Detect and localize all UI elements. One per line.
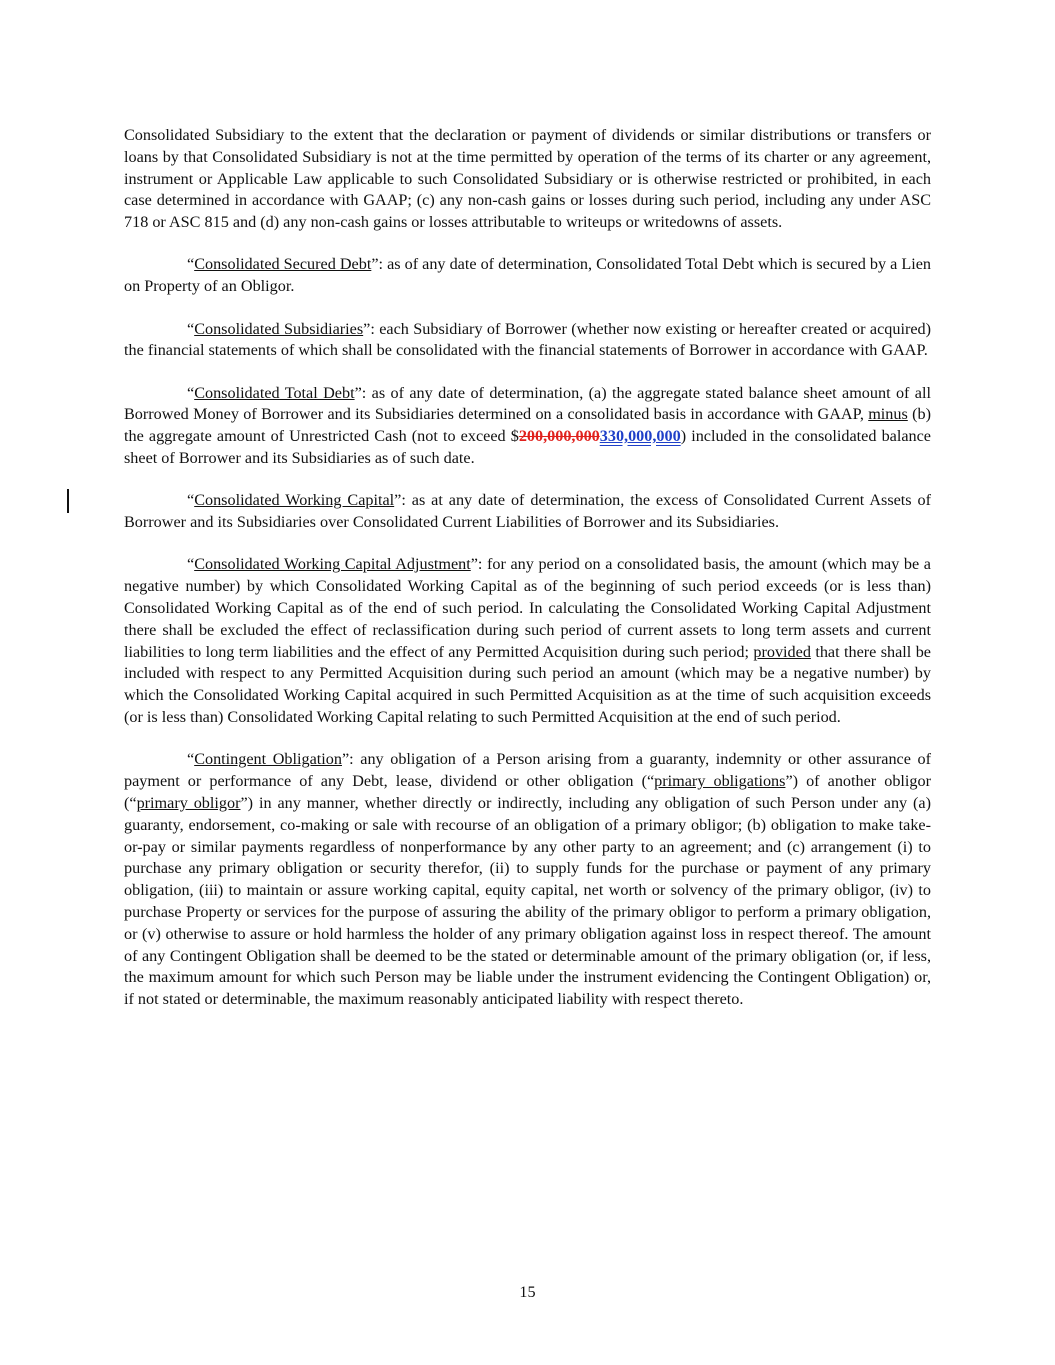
definition-text: ”) of another obligor (“ <box>124 772 932 812</box>
open-quote: “ <box>187 255 195 274</box>
defined-term: Contingent Obligation <box>194 750 342 769</box>
document-page <box>124 125 931 1031</box>
definition-consolidated-total-debt <box>124 383 931 470</box>
provided-term: provided <box>753 642 811 661</box>
definition-text: that there shall be included with respect to any Permitted Acquisition during such period an amount (which may be a negative number) by which the Consolidated Working Capital acquired in such Permitted Acquisition as at the time of such acquisition exceeds (or is less than) Consolidated Working Capital relating to such Permitted Acquisition at the end of such period. <box>124 642 931 727</box>
open-quote: “ <box>187 555 195 574</box>
definition-contingent-obligation <box>124 749 931 1011</box>
defined-term: Consolidated Working Capital <box>194 491 395 510</box>
defined-term-primary-obligor: primary obligor <box>136 793 241 812</box>
paragraph-text: Consolidated Subsidiary to the extent that the declaration or payment of dividends or similar distributions or transfers or loans by that Consolidated Subsidiary is not at the time permitted by operation of the terms of its charter or any agreement, instrument or Applicable Law applicable to such Consolidated Subsidiary or is otherwise restricted or prohibited, in each case determined in accordance with GAAP; (c) any non-cash gains or losses during such period, including any under ASC 718 or ASC 815 and (d) any non-cash gains or losses attributable to writeups or writedowns of assets. <box>124 126 931 232</box>
definition-consolidated-working-capital-adjustment <box>124 554 931 728</box>
definition-text: ”: for any period on a consolidated basis, the amount (which may be a negative number) by which Consolidated Working Capital as of the beginning of such period exceeds (or is less than) Consolidated Working Capital as of the end of such period. In calculating the Consolidated Working Capital Adjustment there shall be excluded the effect of reclassification during such period of current assets to long term assets and current liabilities to long term liabilities and the effect of any Permitted Acquisition during such period; <box>124 555 931 661</box>
definition-consolidated-secured-debt <box>124 254 931 298</box>
inserted-amount: 330,000,000 <box>599 427 681 446</box>
revision-change-bar <box>67 489 69 513</box>
definition-consolidated-subsidiaries <box>124 319 931 363</box>
defined-term: Consolidated Total Debt <box>194 383 355 402</box>
definition-text: ) included in the consolidated balance sheet of Borrower and its Subsidiaries as of such date. <box>124 427 931 468</box>
definition-text: ”: each Subsidiary of Borrower (whether now existing or hereafter created or acquired) the financial statements of which shall be consolidated with the financial statements of Borrower in accordance with GAAP. <box>124 319 932 360</box>
paragraph-continuation <box>124 125 931 234</box>
defined-term-primary-obligations: primary obligations <box>654 772 786 791</box>
definition-text: ”: any obligation of a Person arising from a guaranty, indemnity or other assurance of payment or performance of any Debt, lease, dividend or other obligation (“ <box>124 750 931 791</box>
open-quote: “ <box>187 491 195 510</box>
open-quote: “ <box>187 319 195 338</box>
definition-text: ”: as at any date of determination, the excess of Consolidated Current Assets of Borrower and its Subsidiaries over Consolidated Current Liabilities of Borrower and its Subsidiaries. <box>124 491 931 532</box>
defined-term: Consolidated Working Capital Adjustment <box>194 555 471 574</box>
definition-text: (b) the aggregate amount of Unrestricted Cash (not to exceed $ <box>124 405 931 446</box>
page-number: 15 <box>519 1283 536 1301</box>
definition-text: ”: as of any date of determination, (a) the aggregate stated balance sheet amount of all Borrowed Money of Borrower and its Subsidiaries determined on a consolidated basis in accordance with GAAP, <box>124 383 931 424</box>
definition-text: ”: as of any date of determination, Consolidated Total Debt which is secured by a Lien on Property of an Obligor. <box>124 255 931 296</box>
defined-term: Consolidated Subsidiaries <box>194 319 364 338</box>
defined-term: Consolidated Secured Debt <box>194 255 372 274</box>
minus-term: minus <box>868 405 908 424</box>
definition-text: ”) in any manner, whether directly or indirectly, including any obligation of such Person under any (a) guaranty, endorsement, co-making or sale with recourse of an obligation of a primary obligor; (b) obligation to make take-or-pay or similar payments regardless of nonperformance by any other party to an agreement; and (c) arrangement (i) to purchase any primary obligation or security therefor, (ii) to supply funds for the purchase or payment of any primary obligation, (iii) to maintain or assure working capital, equity capital, net worth or solvency of the primary obligor, (iv) to purchase Property or services for the purpose of assuring the ability of the primary obligor to perform a primary obligation, or (v) otherwise to assure or hold harmless the holder of any primary obligation against loss in respect thereof. The amount of any Contingent Obligation shall be deemed to be the stated or determinable amount of the primary obligation (or, if less, the maximum amount for which such Person may be liable under the instrument evidencing the Contingent Obligation) or, if not stated or determinable, the maximum reasonably anticipated liability with respect thereto. <box>124 793 931 1009</box>
open-quote: “ <box>187 750 195 769</box>
deleted-amount: 200,000,000 <box>518 427 600 446</box>
open-quote: “ <box>187 383 195 402</box>
definition-consolidated-working-capital <box>124 490 931 534</box>
